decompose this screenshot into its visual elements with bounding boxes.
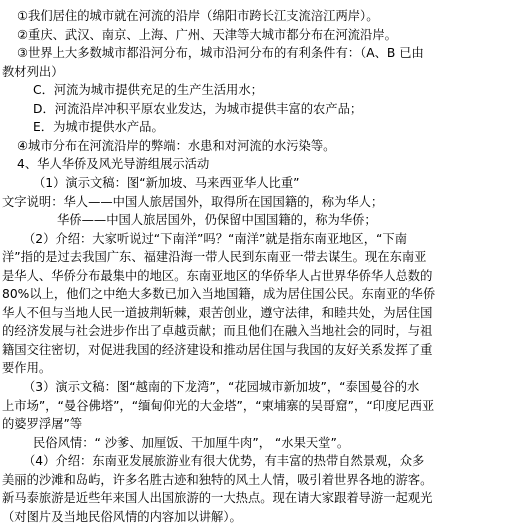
text-line: 要作用。 [2, 361, 52, 376]
text-line: （4）介绍：东南亚发展旅游业有很大优势，有丰富的热带自然景观，众多 [23, 454, 425, 469]
text-line: 的经济发展与社会进步作出了卓越贡献；而且他们在融入当地社会的同时，与祖 [2, 324, 433, 339]
text-line: E．为城市提供水产品。 [33, 120, 164, 135]
text-line: ④城市分布在河流沿岸的弊端：水患和对河流的水污染等。 [17, 138, 336, 153]
text-line: （2）介绍：大家听说过“下南洋”吗？“南洋”就是指东南亚地区，“下南 [23, 231, 407, 246]
text-line: 华侨——中国人旅居国外，仍保留中国国籍的，称为华侨； [57, 213, 377, 228]
text-line: ①我们居住的城市就在河流的沿岸（绵阳市跨长江支流涪江两岸）。 [17, 9, 379, 23]
text-line: 籍国交往密切，对促进我国的经济建设和推动居住国与我国的友好关系发挥了重 [2, 342, 433, 357]
text-line: 教材列出） [2, 64, 64, 79]
text-line: 是华人、华侨分布最集中的地区。东南亚地区的华侨华人占世界华侨华人总数的 [2, 268, 433, 283]
text-line: （3）演示文稿：图“越南的下龙湾”，“花园城市新加坡”，“泰国曼谷的水 [23, 380, 420, 394]
text-line: D．河流沿岸冲积平原农业发达，为城市提供丰富的农产品； [33, 101, 363, 116]
text-line: ③世界上大多数城市都沿河分布，城市沿河分布的有利条件有：（A、B 已由 [17, 46, 424, 61]
text-line: （1）演示文稿：图“新加坡、马来西亚华人比重” [33, 175, 300, 190]
text-line: （对图片及当地民俗风情的内容加以讲解）。 [2, 509, 242, 524]
text-line: 民俗风情：“ 沙爹、加厘饭、干加厘牛肉”， “水果天堂”。 [33, 435, 350, 450]
text-line: 4、华人华侨及风光导游组展示活动 [17, 157, 210, 172]
text-line: ②重庆、武汉、南京、上海、广州、天津等大城市都分布在河流沿岸。 [17, 27, 397, 42]
text-line: 美丽的沙滩和岛屿，许多名胜古迹和独特的风土人情，吸引着世界各地的游客。 [2, 472, 433, 487]
text-line: 洋”指的是过去我国广东、福建沿海一带人民到东南亚一带去谋生。现在东南亚 [2, 250, 427, 265]
text-line: 的婆罗浮屠”等 [2, 417, 83, 432]
text-line: 新马泰旅游是近些年来国人出国旅游的一大热点。现在请大家跟着导游一起观光 [2, 491, 433, 506]
text-line: C．河流为城市提供充足的生产生活用水； [33, 83, 263, 98]
text-line: 80%以上，他们之中绝大多数已加入当地国籍，成为居住国公民。东南亚的华侨 [2, 287, 436, 302]
text-line: 华人不但与当地人民一道披荆斩棘，艰苦创业，遵守法律，和睦共处，为居住国 [2, 305, 433, 320]
text-line: 文字说明：华人——中国人旅居国外，取得所在国国籍的，称为华人； [2, 194, 384, 209]
text-line: 上市场”，“曼谷佛塔”，“缅甸仰光的大金塔”，“柬埔寨的吴哥窟”，“印度尼西亚 [2, 398, 435, 413]
